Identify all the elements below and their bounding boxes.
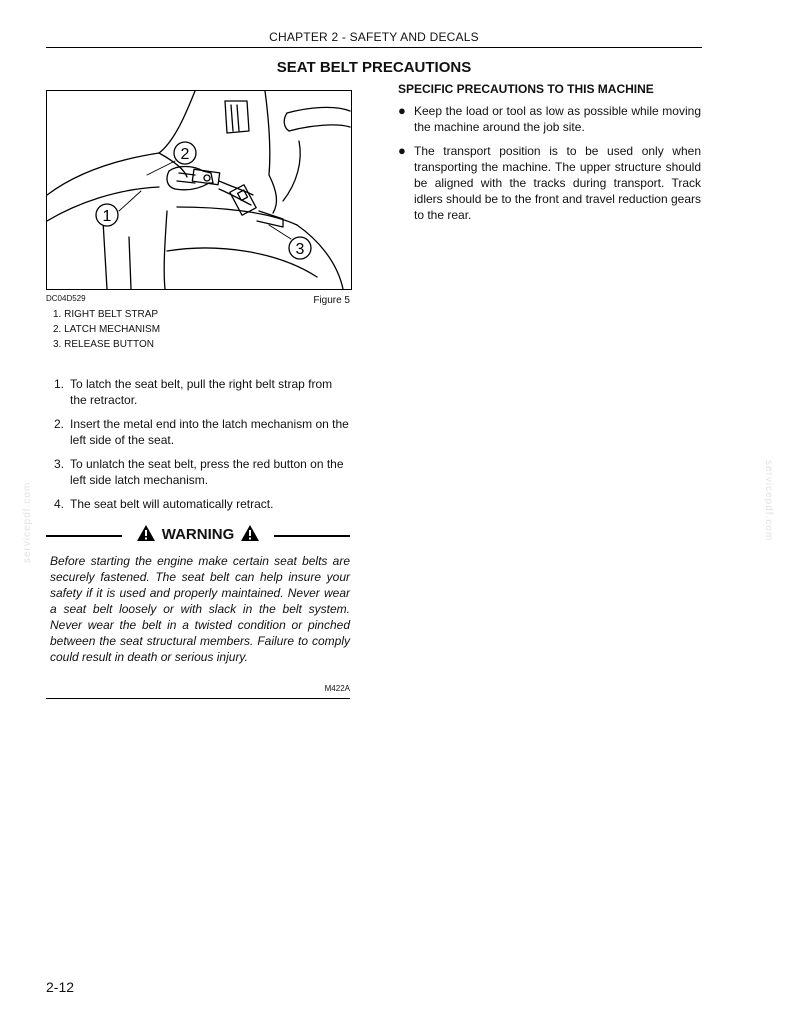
step-text: The seat belt will automatically retract. bbox=[70, 497, 274, 511]
watermark-left: servicepdf.com bbox=[22, 481, 33, 563]
figure-code: DC04D529 bbox=[46, 294, 86, 303]
list-item bbox=[398, 143, 701, 223]
specific-precautions-list bbox=[398, 103, 701, 231]
step-item bbox=[54, 456, 352, 488]
step-number: 4. bbox=[54, 497, 65, 511]
header-rule bbox=[46, 47, 702, 48]
bullet-text: Keep the load or tool as low as possible while moving the machine around the job site. bbox=[414, 104, 701, 134]
legend-item: 1. RIGHT BELT STRAP bbox=[53, 309, 159, 320]
legend-item: 3. RELEASE BUTTON bbox=[53, 339, 154, 350]
callout-3: 3 bbox=[295, 241, 305, 258]
specific-precautions-title: SPECIFIC PRECAUTIONS TO THIS MACHINE bbox=[398, 82, 654, 96]
step-item bbox=[54, 496, 352, 512]
warning-code: M422A bbox=[324, 684, 350, 693]
watermark-right: servicepdf.com bbox=[763, 460, 774, 542]
bullet-icon: ● bbox=[398, 143, 406, 158]
warning-header bbox=[46, 521, 350, 549]
list-item bbox=[398, 103, 701, 135]
warning-title-group bbox=[46, 524, 350, 543]
step-text: To unlatch the seat belt, press the red button on the left side latch mechanism. bbox=[70, 457, 344, 487]
warning-triangle-icon bbox=[136, 524, 156, 542]
seat-belt-illustration bbox=[47, 91, 351, 289]
step-item bbox=[54, 416, 352, 448]
bullet-text: The transport position is to be used only when transporting the machine. The upper structure should be aligned with the tracks during transport. Track idlers should be to the front and travel reduction gears to the rear. bbox=[414, 144, 701, 222]
bullet-icon: ● bbox=[398, 103, 406, 118]
step-text: Insert the metal end into the latch mechanism on the left side of the seat. bbox=[70, 417, 349, 447]
warning-body: Before starting the engine make certain seat belts are securely fastened. The seat belt can help insure your safety if it is used and properly maintained. Never wear a seat belt loosely or with slack in the belt system. Never wear the belt in a twisted condition or pinched between the seat structural members. Failure to comply could result in death or serious injury. bbox=[50, 554, 350, 664]
step-item bbox=[54, 376, 352, 408]
chapter-header: CHAPTER 2 - SAFETY AND DECALS bbox=[269, 30, 479, 44]
step-text: To latch the seat belt, pull the right belt strap from the retractor. bbox=[70, 377, 333, 407]
legend-item: 2. LATCH MECHANISM bbox=[53, 324, 161, 335]
figure-label: Figure 5 bbox=[313, 295, 350, 306]
step-number: 3. bbox=[54, 457, 65, 471]
warning-title: WARNING bbox=[161, 526, 235, 543]
step-number: 2. bbox=[54, 417, 65, 431]
section-title: SEAT BELT PRECAUTIONS bbox=[276, 59, 472, 76]
figure-legend bbox=[53, 307, 160, 352]
warning-triangle-icon bbox=[240, 524, 260, 542]
instruction-steps bbox=[54, 376, 352, 520]
page-number: 2-12 bbox=[46, 979, 75, 995]
seat-belt-figure bbox=[46, 90, 352, 290]
step-number: 1. bbox=[54, 377, 65, 391]
callout-1: 1 bbox=[102, 208, 112, 225]
callout-2: 2 bbox=[180, 146, 190, 163]
warning-bottom-rule bbox=[46, 698, 350, 699]
